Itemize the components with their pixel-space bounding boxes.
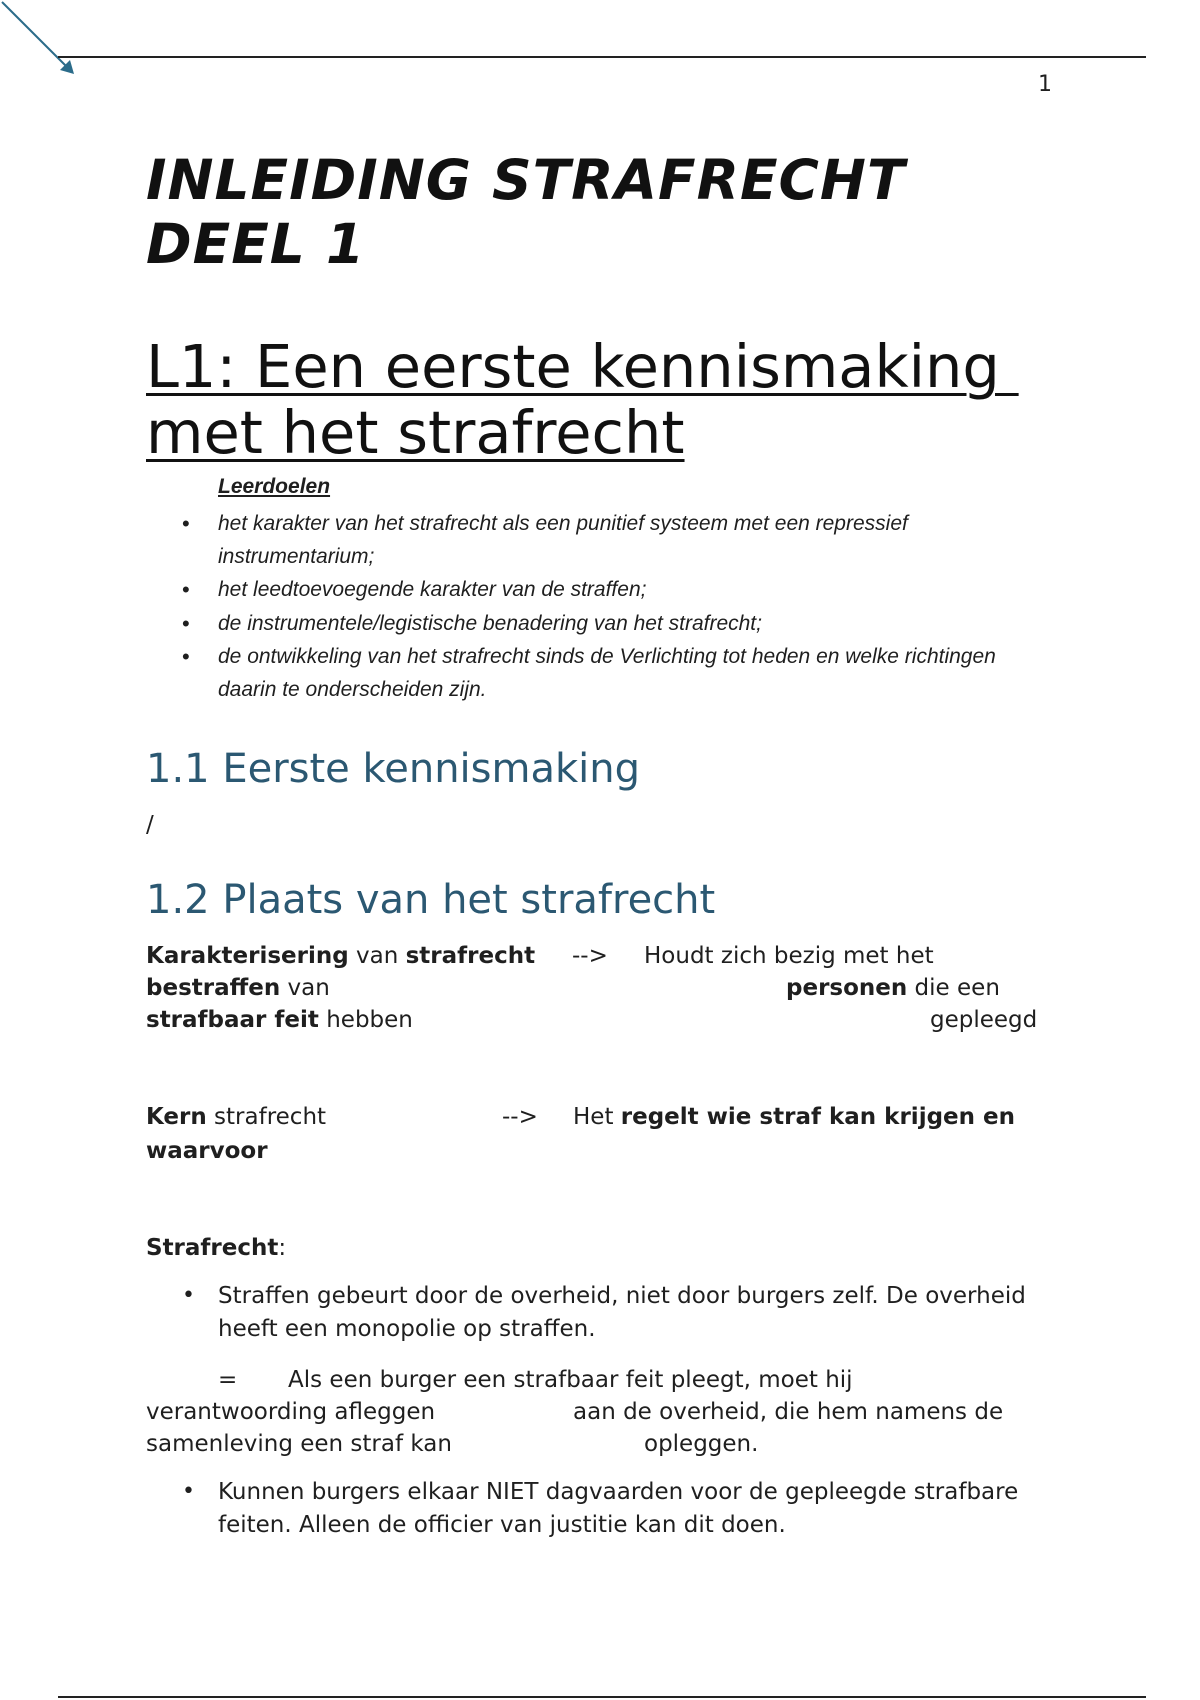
equals-sign: =: [218, 1367, 238, 1393]
corner-arrow-icon: [0, 0, 90, 90]
eq-line2a: verantwoording afleggen: [146, 1399, 436, 1425]
learning-goals-list: [182, 508, 1002, 707]
kern-arrow: -->: [502, 1104, 538, 1130]
section-heading-1-1: 1.1 Eerste kennismaking: [146, 746, 641, 792]
list-item: • Straffen gebeurt door de overheid, niet door burgers zelf. De overheid heeft een monopolie op straffen.: [182, 1280, 1042, 1345]
strafrecht-bullet-1: [182, 1280, 1042, 1345]
eq-line2b: aan de overheid, die hem namens de: [573, 1399, 1004, 1425]
footer-rule: [58, 1696, 1146, 1698]
karakterisering-line2: bestraffen van: [146, 975, 330, 1001]
learning-goals-heading: Leerdoelen: [218, 475, 331, 498]
page-number: 1: [1038, 72, 1052, 97]
strafrecht-label: Strafrecht:: [146, 1235, 287, 1261]
kern-line2: waarvoor: [146, 1138, 268, 1164]
list-item: • het leedtoevoegende karakter van de straffen;: [182, 574, 1002, 607]
list-item: • Kunnen burgers elkaar NIET dagvaarden voor de gepleegde strafbare feiten. Alleen de officier van justitie kan dit doen.: [182, 1476, 1042, 1541]
eq-line3a: samenleving een straf kan: [146, 1431, 452, 1457]
section-1-1-content: /: [146, 812, 154, 838]
karakterisering-line3: strafbaar feit hebben: [146, 1007, 413, 1033]
strafrecht-bullet-2: [182, 1476, 1042, 1541]
karakterisering-desc: Houdt zich bezig met het: [644, 943, 934, 969]
chapter-heading: L1: Een eerste kennismaking met het strafrecht: [146, 332, 1019, 467]
eq-line3b: opleggen.: [644, 1431, 759, 1457]
eq-line1: Als een burger een strafbaar feit pleegt, moet hij: [288, 1367, 853, 1393]
kern-line1: Kern strafrecht: [146, 1104, 327, 1130]
karakterisering-personen: personen die een: [786, 975, 1000, 1001]
karakterisering-arrow: -->: [572, 943, 608, 969]
header-rule: [58, 56, 1146, 58]
document-title: INLEIDING STRAFRECHT DEEL 1: [146, 148, 906, 276]
list-item: • de ontwikkeling van het strafrecht sinds de Verlichting tot heden en welke richtingen daarin te onderscheiden zijn.: [182, 641, 1002, 706]
kern-desc: Het regelt wie straf kan krijgen en: [573, 1104, 1015, 1130]
karakterisering-line1: Karakterisering van strafrecht: [146, 943, 536, 969]
list-item: • de instrumentele/legistische benadering van het strafrecht;: [182, 608, 1002, 641]
list-item: • het karakter van het strafrecht als een punitief systeem met een repressief instrumentarium;: [182, 508, 1002, 573]
section-heading-1-2: 1.2 Plaats van het strafrecht: [146, 877, 716, 923]
karakterisering-gepleegd: gepleegd: [930, 1007, 1038, 1033]
